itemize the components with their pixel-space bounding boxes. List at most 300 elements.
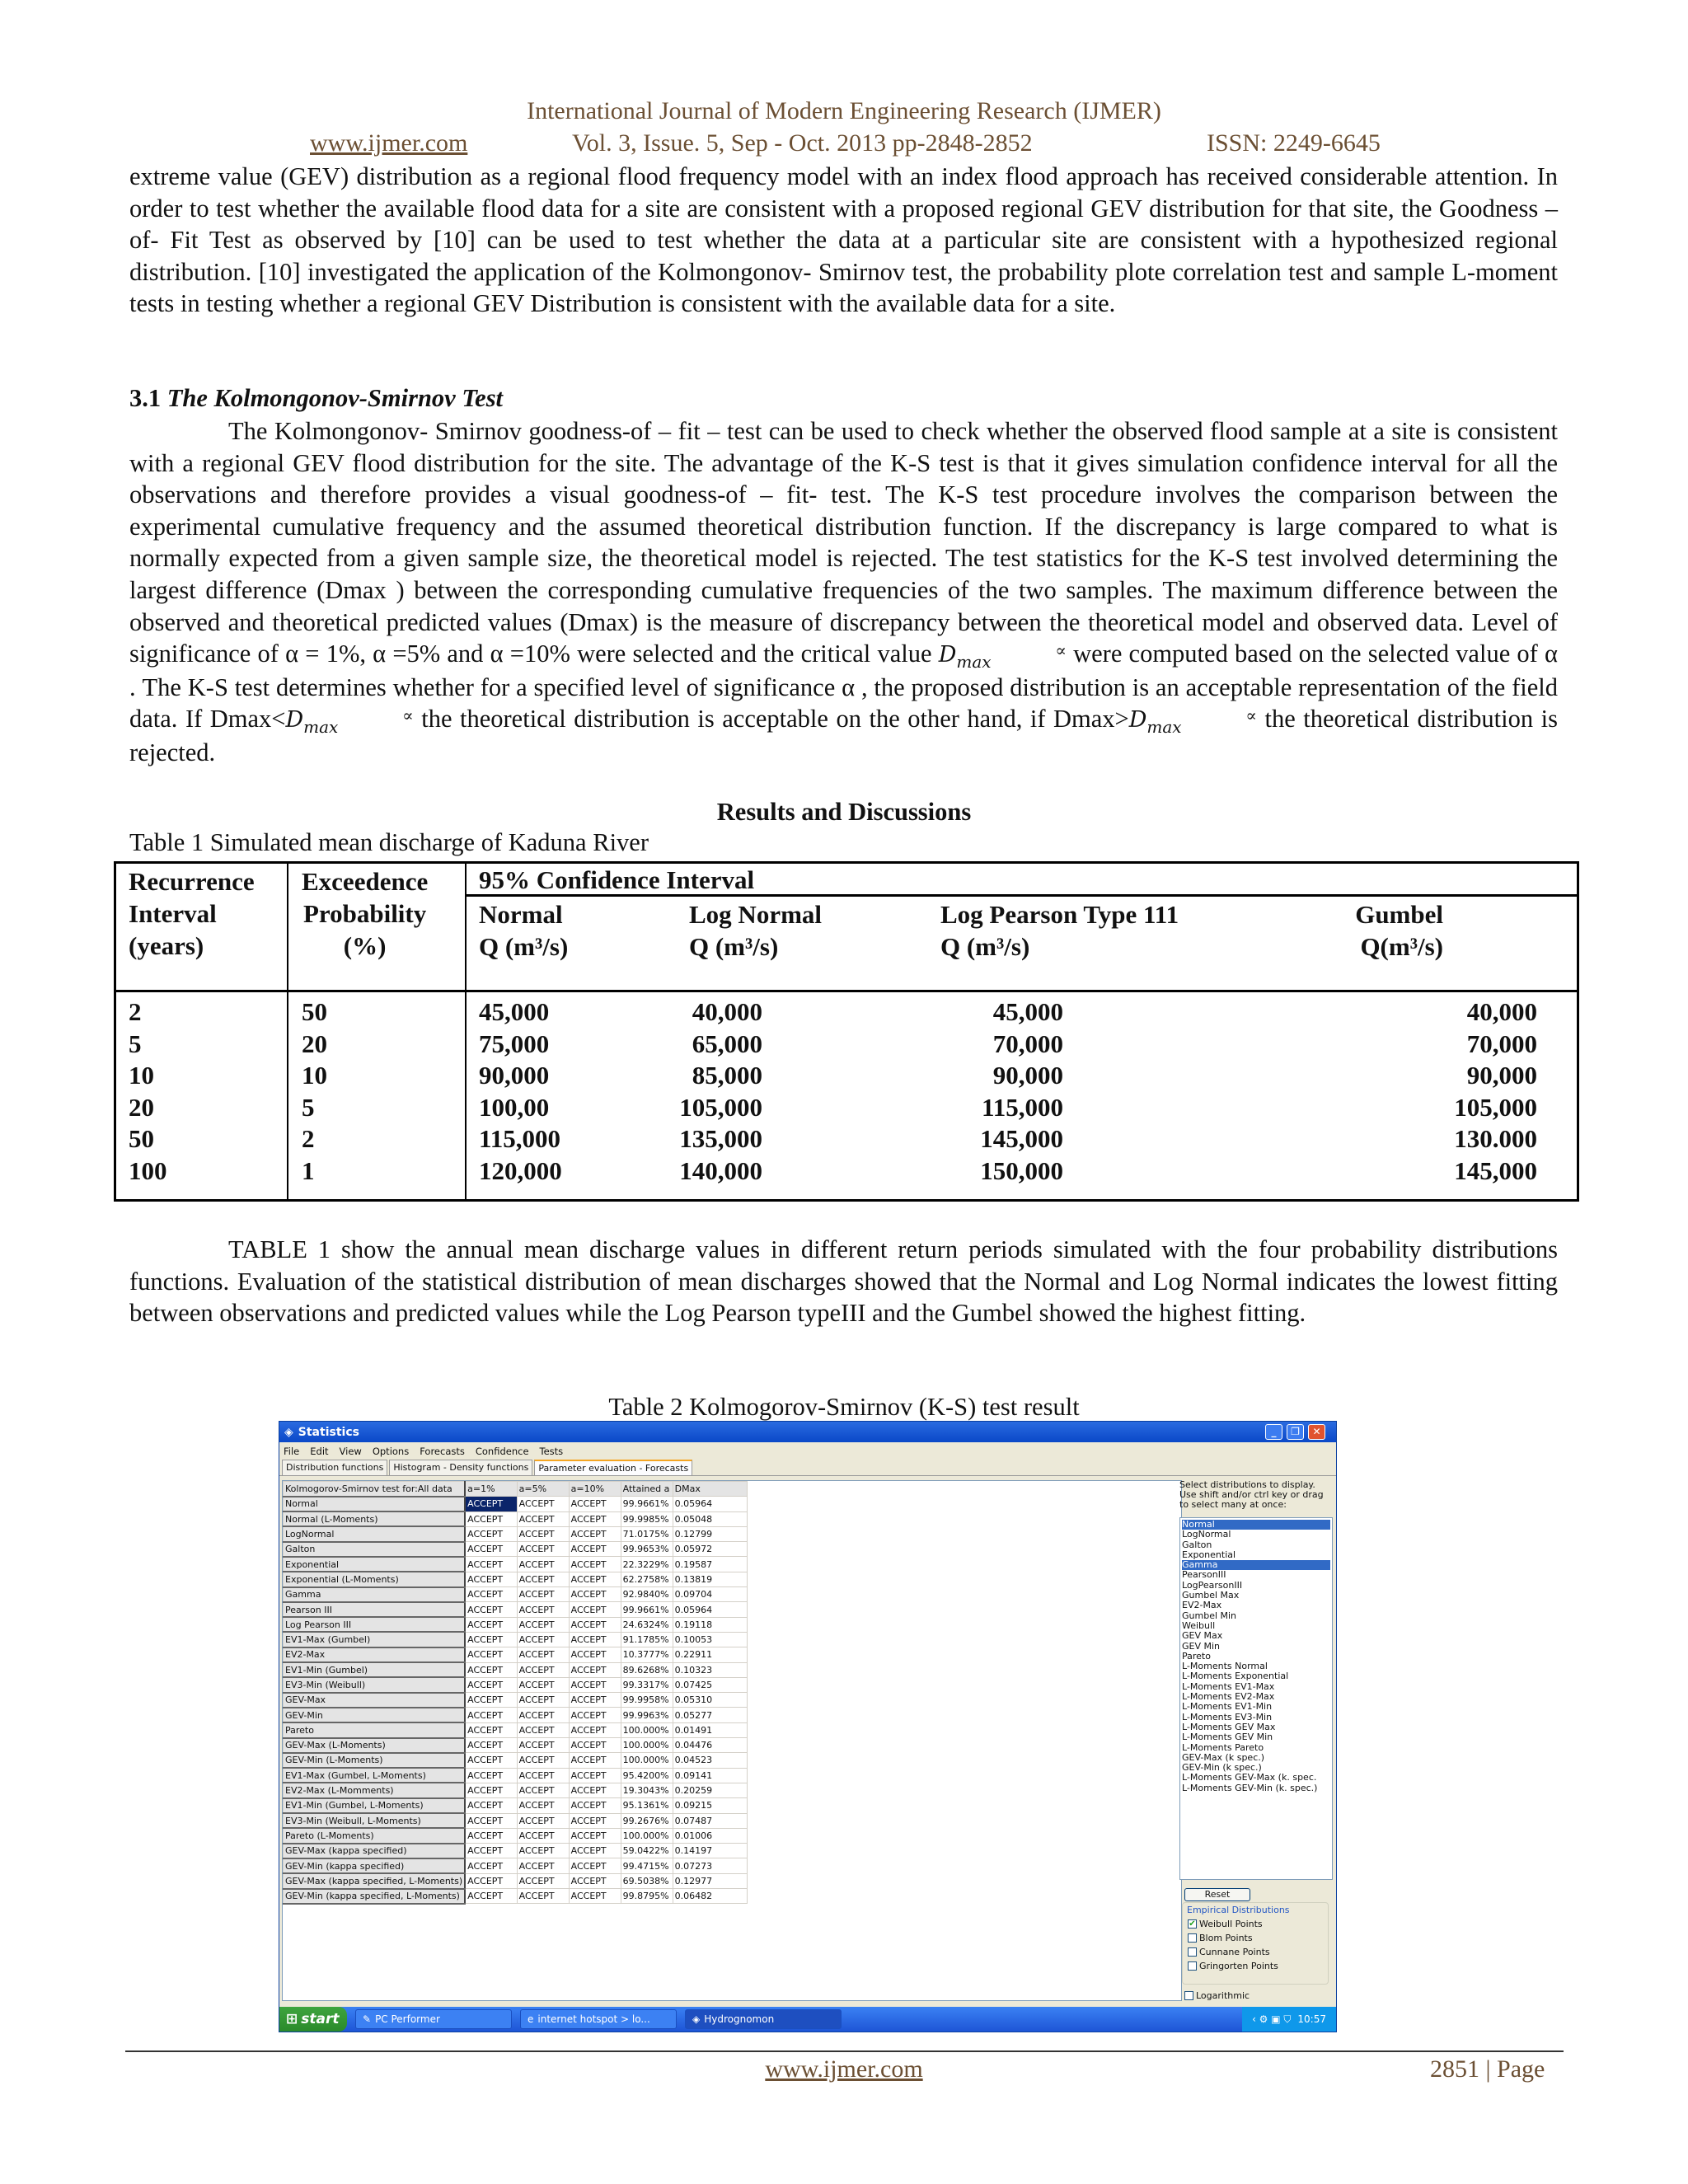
grid-cell[interactable]: ACCEPT	[465, 1602, 517, 1617]
list-item[interactable]: L-Moments Normal	[1182, 1661, 1268, 1672]
grid-cell[interactable]: 100.000%	[621, 1722, 673, 1737]
list-item[interactable]: GEV-Min (k spec.)	[1182, 1762, 1262, 1774]
grid-cell[interactable]: ACCEPT	[569, 1542, 621, 1557]
start-button[interactable]: ⊞ start	[279, 2007, 347, 2032]
grid-cell[interactable]: ACCEPT	[569, 1753, 621, 1768]
row-header: Exponential	[284, 1557, 466, 1572]
distribution-panel	[1179, 1479, 1336, 2001]
table-row	[284, 1753, 748, 1768]
menu-item-forecasts[interactable]: Forecasts	[420, 1445, 465, 1457]
grid-cell[interactable]: 0.09141	[673, 1768, 747, 1783]
grid-cell[interactable]: ACCEPT	[569, 1738, 621, 1753]
list-item[interactable]: GEV-Max (k spec.)	[1182, 1751, 1265, 1763]
list-item[interactable]: Gumbel Max	[1182, 1590, 1240, 1601]
row-header: EV1-Min (Gumbel)	[284, 1662, 466, 1677]
table-row	[284, 1511, 748, 1526]
grid-cell[interactable]: ACCEPT	[517, 1602, 569, 1617]
table-row	[284, 1783, 748, 1797]
list-item[interactable]: Gumbel Min	[1182, 1610, 1237, 1621]
table-row	[284, 1813, 748, 1828]
grid-cell[interactable]: 91.1785%	[621, 1632, 673, 1647]
grid-cell[interactable]: 0.10053	[673, 1632, 747, 1647]
reset-button[interactable]: Reset	[1184, 1888, 1250, 1901]
grid-cell[interactable]: 22.3229%	[621, 1557, 673, 1572]
list-item[interactable]: L-Moments EV3-Min	[1182, 1711, 1273, 1722]
table-cell: 135,000	[679, 1124, 762, 1153]
grid-cell[interactable]: 100.000%	[621, 1738, 673, 1753]
grid-cell[interactable]: 0.12799	[673, 1526, 747, 1541]
grid-cell[interactable]: 95.1361%	[621, 1798, 673, 1813]
checkbox-gringorten-points[interactable]	[1188, 1959, 1278, 1973]
list-item[interactable]: Gamma	[1182, 1560, 1330, 1570]
grid-cell[interactable]: 0.04476	[673, 1738, 747, 1753]
grid-cell[interactable]: 10.3777%	[621, 1647, 673, 1662]
table-cell: 150,000	[980, 1155, 1063, 1185]
grid-cell[interactable]: ACCEPT	[465, 1542, 517, 1557]
critical-value-math: D ∝ max	[1128, 705, 1257, 737]
grid-cell[interactable]: 0.07425	[673, 1677, 747, 1692]
row-header: Pareto (L-Moments)	[284, 1828, 466, 1843]
ks-paragraph: The Kolmongonov- Smirnov goodness-of – fit – test can be used to check whether the observed flood sample at a site is consistent with a regional GEV flood distribution for the site. The advantage of the K-S test is that it gives simulation confidence interval for all the observations and therefore provides a visual goodness-of – fit- test. The K-S test procedure involves the comparison between the experimental cumulative frequency and the assumed theoretical distribution function. If the discrepancy is large compared to what is normally expected from a given sample size, the theoretical model is rejected. The test statistics for the K-S test involved determining the largest difference (Dmax ) between the corresponding cumulative frequencies of the two samples. The maximum difference between the observed and theoretical predicted values (Dmax) is the measure of discrepancy between the theoretical model and observed data. Level of significance of α = 1%, α =5% and α =10% were selected and the critical value D ∝ max were computed based on the selected value of α . The K-S test determines whether for a specified level of significance α , the proposed distribution is an acceptable representation of the field data. If Dmax<D ∝ max the theoretical distribution is acceptable on the other hand, if Dmax>D ∝ max the theoretical distribution is rejected.	[129, 417, 1558, 766]
checkbox-box[interactable]: ✔	[1189, 1919, 1196, 1929]
column-header	[479, 898, 568, 963]
grid-cell[interactable]: ACCEPT	[517, 1828, 569, 1843]
grid-cell[interactable]: 99.9653%	[621, 1542, 673, 1557]
row-header: Gamma	[284, 1587, 466, 1602]
empirical-distributions-group: Empirical Distributions ✔ Weibull Points Blom Points Cunnane Points Gringorten Points	[1182, 1902, 1329, 1985]
grid-cell[interactable]: ACCEPT	[569, 1708, 621, 1722]
grid-cell[interactable]: ACCEPT	[569, 1497, 621, 1511]
table-cell: 90,000	[479, 1061, 550, 1090]
grid-cell[interactable]: ACCEPT	[465, 1632, 517, 1647]
grid-cell[interactable]: ACCEPT	[569, 1632, 621, 1647]
grid-cell[interactable]: ACCEPT	[569, 1828, 621, 1843]
grid-cell[interactable]: ACCEPT	[569, 1798, 621, 1813]
table-cell: 115,000	[981, 1092, 1063, 1122]
grid-cell[interactable]: ACCEPT	[465, 1873, 517, 1888]
title-bar: ◈ Statistics _ ❐ ✕	[279, 1422, 1336, 1442]
row-header: Pearson III	[284, 1602, 466, 1617]
tab-2[interactable]: Parameter evaluation - Forecasts	[534, 1460, 692, 1475]
app-icon: ✎	[363, 2013, 372, 2025]
menu-item-tests[interactable]: Tests	[539, 1445, 564, 1457]
grid-cell[interactable]: ACCEPT	[465, 1844, 517, 1858]
grid-cell[interactable]: 59.0422%	[621, 1844, 673, 1858]
column-header	[1278, 898, 1443, 963]
grid-cell[interactable]: ACCEPT	[517, 1873, 569, 1888]
table-cell: 145,000	[980, 1124, 1063, 1153]
table-row	[284, 1632, 748, 1647]
row-header: EV3-Min (Weibull, L-Moments)	[284, 1813, 466, 1828]
table-cell: 40,000	[692, 997, 762, 1026]
checkbox-weibull-points[interactable]	[1188, 1917, 1278, 1931]
column-name: Log Normal	[689, 900, 823, 929]
table-row	[284, 1858, 748, 1873]
grid-cell[interactable]: ACCEPT	[569, 1572, 621, 1586]
page-number: 2851 | Page	[1430, 2055, 1545, 2083]
menu-item-options[interactable]: Options	[372, 1445, 410, 1457]
grid-cell[interactable]: 0.07273	[673, 1858, 747, 1873]
tray-icons[interactable]: ‹ ⚙ ▣ ⛉	[1252, 2013, 1292, 2025]
row-header: Galton	[284, 1542, 466, 1557]
grid-cell[interactable]: ACCEPT	[569, 1647, 621, 1662]
grid-cell[interactable]: ACCEPT	[569, 1722, 621, 1737]
grid-cell[interactable]: 99.8795%	[621, 1889, 673, 1904]
list-item[interactable]: Weibull	[1182, 1619, 1216, 1631]
list-item[interactable]: EV2-Max	[1182, 1600, 1222, 1611]
grid-column-header: a=5%	[517, 1482, 569, 1497]
grid-cell[interactable]: ACCEPT	[465, 1572, 517, 1586]
grid-cell[interactable]: 0.19118	[673, 1617, 747, 1632]
menu-item-view[interactable]: View	[339, 1445, 362, 1457]
app-icon: ◈	[692, 2013, 701, 2025]
grid-cell[interactable]: ACCEPT	[517, 1693, 569, 1708]
results-heading: Results and Discussions	[716, 798, 972, 826]
grid-cell[interactable]: 0.05310	[673, 1693, 747, 1708]
list-item[interactable]: LogPearsonIII	[1182, 1579, 1243, 1591]
grid-cell[interactable]: 0.10323	[673, 1662, 747, 1677]
grid-cell[interactable]: ACCEPT	[517, 1722, 569, 1737]
grid-cell[interactable]: 0.14197	[673, 1844, 747, 1858]
list-item[interactable]: GEV Max	[1182, 1630, 1223, 1642]
journal-title: International Journal of Modern Engineering Research (IJMER)	[527, 97, 1161, 124]
list-item[interactable]: L-Moments EV2-Max	[1182, 1691, 1275, 1703]
grid-cell[interactable]: ACCEPT	[517, 1497, 569, 1511]
grid-cell[interactable]: ACCEPT	[517, 1542, 569, 1557]
tab-0[interactable]: Distribution functions	[282, 1460, 387, 1475]
table-row	[284, 1768, 748, 1783]
menu-item-file[interactable]: File	[284, 1445, 300, 1457]
table-cell: 70,000	[1466, 1029, 1537, 1058]
distribution-listbox[interactable]	[1179, 1517, 1333, 1880]
grid-cell[interactable]: ACCEPT	[465, 1662, 517, 1677]
grid-cell[interactable]: ACCEPT	[569, 1813, 621, 1828]
column-name: Normal	[479, 900, 563, 929]
grid-cell[interactable]: ACCEPT	[465, 1889, 517, 1904]
table1-caption: Table 1 Simulated mean discharge of Kaduna River	[129, 828, 649, 856]
grid-cell[interactable]: ACCEPT	[517, 1677, 569, 1692]
row-header: GEV-Min (kappa specified)	[284, 1858, 466, 1873]
menu-item-confidence[interactable]: Confidence	[475, 1445, 529, 1457]
list-item[interactable]: Pareto	[1182, 1650, 1211, 1661]
grid-cell[interactable]: 95.4200%	[621, 1768, 673, 1783]
grid-cell[interactable]: ACCEPT	[465, 1511, 517, 1526]
grid-cell[interactable]: ACCEPT	[569, 1587, 621, 1602]
grid-cell[interactable]: 0.05277	[673, 1708, 747, 1722]
grid-cell[interactable]: ACCEPT	[517, 1617, 569, 1632]
system-tray	[1242, 2007, 1336, 2032]
checkbox-box[interactable]	[1188, 1933, 1197, 1943]
grid-cell[interactable]: ACCEPT	[517, 1889, 569, 1904]
table-cell: 130.000	[1454, 1124, 1537, 1153]
grid-cell[interactable]: ACCEPT	[517, 1557, 569, 1572]
grid-cell[interactable]: 0.12977	[673, 1873, 747, 1888]
list-item[interactable]: L-Moments EV1-Max	[1182, 1680, 1275, 1692]
table-cell: 75,000	[479, 1029, 550, 1058]
table-cell: 1	[302, 1155, 315, 1185]
grid-cell[interactable]: 100.000%	[621, 1828, 673, 1843]
grid-cell[interactable]: ACCEPT	[517, 1768, 569, 1783]
list-item[interactable]: L-Moments GEV Min	[1182, 1732, 1273, 1743]
taskbar	[279, 2007, 1336, 2032]
list-item[interactable]: LogNormal	[1182, 1529, 1231, 1540]
column-unit: Q(m³/s)	[1360, 932, 1443, 961]
grid-cell[interactable]: ACCEPT	[465, 1783, 517, 1797]
section-heading: 3.1 The Kolmongonov-Smirnov Test	[129, 384, 504, 412]
grid-cell[interactable]: 100.000%	[621, 1753, 673, 1768]
grid-cell[interactable]: ACCEPT	[569, 1889, 621, 1904]
menu-item-edit[interactable]: Edit	[310, 1445, 329, 1457]
grid-cell[interactable]: 0.01491	[673, 1722, 747, 1737]
list-item[interactable]: Normal	[1182, 1520, 1330, 1530]
grid-cell[interactable]: 99.4715%	[621, 1858, 673, 1873]
statistics-window	[279, 1421, 1337, 2032]
grid-cell[interactable]: 99.9661%	[621, 1602, 673, 1617]
table-row	[284, 1722, 748, 1737]
grid-cell[interactable]: ACCEPT	[465, 1497, 517, 1511]
grid-cell[interactable]: 92.9840%	[621, 1587, 673, 1602]
table-cell: 120,000	[479, 1155, 562, 1185]
row-header: GEV-Max	[284, 1693, 466, 1708]
grid-cell[interactable]: ACCEPT	[465, 1526, 517, 1541]
minimize-button[interactable]: _	[1265, 1424, 1282, 1440]
table-row	[284, 1738, 748, 1753]
row-header: GEV-Min (L-Moments)	[284, 1753, 466, 1768]
grid-cell[interactable]: ACCEPT	[517, 1572, 569, 1586]
checkbox-box[interactable]	[1188, 1947, 1197, 1957]
grid-cell[interactable]: 99.9661%	[621, 1497, 673, 1511]
table-cell: 70,000	[992, 1029, 1063, 1058]
row-header: EV2-Max (L-Momments)	[284, 1783, 466, 1797]
row-header: Pareto	[284, 1722, 466, 1737]
table-cell: 140,000	[679, 1155, 762, 1185]
grid-cell[interactable]: 99.3317%	[621, 1677, 673, 1692]
grid-cell[interactable]: 99.9963%	[621, 1708, 673, 1722]
footer-url-link[interactable]: www.ijmer.com	[765, 2055, 923, 2083]
table-row	[284, 1798, 748, 1813]
grid-cell[interactable]: ACCEPT	[465, 1738, 517, 1753]
grid-cell[interactable]: ACCEPT	[517, 1587, 569, 1602]
grid-cell[interactable]: 99.9985%	[621, 1511, 673, 1526]
table-cell: 2	[129, 997, 142, 1026]
issn: ISSN: 2249-6645	[1207, 129, 1381, 157]
grid-cell[interactable]: ACCEPT	[517, 1753, 569, 1768]
table-cell: 2	[302, 1124, 315, 1153]
row-header: LogNormal	[284, 1526, 466, 1541]
list-item[interactable]: L-Moments GEV Max	[1182, 1721, 1276, 1732]
table-cell: 90,000	[992, 1061, 1063, 1090]
grid-cell[interactable]: ACCEPT	[465, 1813, 517, 1828]
grid-cell[interactable]: 0.05048	[673, 1511, 747, 1526]
grid-cell[interactable]: ACCEPT	[569, 1873, 621, 1888]
grid-cell[interactable]: ACCEPT	[465, 1753, 517, 1768]
grid-cell[interactable]: ACCEPT	[465, 1708, 517, 1722]
grid-cell[interactable]: ACCEPT	[569, 1617, 621, 1632]
table-row	[284, 1873, 748, 1888]
table-cell: 100	[129, 1155, 167, 1185]
grid-cell[interactable]: 0.09704	[673, 1587, 747, 1602]
table-cell: 115,000	[479, 1124, 561, 1153]
table-row	[284, 1677, 748, 1692]
row-header: EV1-Min (Gumbel, L-Moments)	[284, 1798, 466, 1813]
checkbox-blom-points[interactable]	[1188, 1931, 1278, 1945]
grid-cell[interactable]: ACCEPT	[517, 1647, 569, 1662]
taskbar-item-hydrognomon[interactable]: ◈ Hydrognomon	[685, 2009, 842, 2029]
list-item[interactable]: PearsonIII	[1182, 1569, 1226, 1581]
row-header: Normal (L-Moments)	[284, 1511, 466, 1526]
header-confidence-interval: 95% Confidence Interval	[479, 865, 755, 894]
grid-cell[interactable]: ACCEPT	[569, 1677, 621, 1692]
column-unit: Q (m³/s)	[689, 932, 779, 961]
journal-url-link[interactable]: www.ijmer.com	[310, 129, 468, 157]
menu-bar	[279, 1442, 1336, 1460]
app-icon: ◈	[284, 1425, 293, 1439]
taskbar-item-pc-performer[interactable]: ✎ PC Performer	[355, 2009, 512, 2029]
checkbox-label: Cunnane Points	[1199, 1947, 1270, 1957]
table-cell: 10	[129, 1061, 154, 1090]
grid-cell[interactable]: ACCEPT	[465, 1557, 517, 1572]
taskbar-item-internet[interactable]: e internet hotspot > lo...	[520, 2009, 677, 2029]
column-unit: Q (m³/s)	[479, 932, 569, 961]
tab-1[interactable]: Histogram - Density functions	[389, 1460, 532, 1475]
grid-cell[interactable]: ACCEPT	[517, 1662, 569, 1677]
logarithmic-checkbox[interactable]: Logarithmic	[1184, 1989, 1250, 2003]
grid-cell[interactable]: 99.2676%	[621, 1813, 673, 1828]
column-header	[689, 898, 822, 963]
grid-cell[interactable]: 0.13819	[673, 1572, 747, 1586]
grid-column-header: Attained a	[621, 1482, 673, 1497]
grid-cell[interactable]: 24.6324%	[621, 1617, 673, 1632]
list-item[interactable]: L-Moments Exponential	[1182, 1671, 1289, 1682]
row-header: GEV-Max (kappa specified, L-Moments)	[284, 1873, 466, 1888]
checkbox-label: Gringorten Points	[1199, 1961, 1278, 1971]
grid-cell[interactable]: ACCEPT	[465, 1798, 517, 1813]
intro-paragraph: extreme value (GEV) distribution as a regional flood frequency model with an index flood approach has received considerable attention. In order to test whether the available flood data for a site are consistent with a proposed regional GEV distribution for that site, the Goodness – of- Fit Test as observed by [10] can be used to test whether the data at a particular site are consistent with a hypothesized regional distribution. [10] investigated the application of the Kolmongonov- Smirnov test, the probability plote correlation test and sample L-moment tests in testing whether a regional GEV Distribution is consistent with the available data for a site.	[129, 162, 1558, 318]
header-recurrence: Recurrence Interval (years)	[129, 867, 255, 960]
checkbox-box[interactable]	[1188, 1961, 1197, 1971]
table-row	[284, 1662, 748, 1677]
grid-cell[interactable]: ACCEPT	[465, 1587, 517, 1602]
table-row	[284, 1647, 748, 1662]
grid-cell[interactable]: ACCEPT	[465, 1693, 517, 1708]
table-row	[284, 1889, 748, 1904]
list-item[interactable]: Galton	[1182, 1539, 1212, 1550]
grid-cell[interactable]: ACCEPT	[517, 1526, 569, 1541]
grid-cell[interactable]: 0.04523	[673, 1753, 747, 1768]
grid-cell[interactable]: 62.2758%	[621, 1572, 673, 1586]
grid-cell[interactable]: ACCEPT	[569, 1662, 621, 1677]
table-row	[284, 1693, 748, 1708]
grid-cell[interactable]: ACCEPT	[517, 1844, 569, 1858]
grid-column-header: a=10%	[569, 1482, 621, 1497]
critical-value-math: D ∝ max	[938, 640, 1067, 672]
list-item[interactable]: GEV Min	[1182, 1640, 1221, 1652]
grid-cell[interactable]: ACCEPT	[569, 1783, 621, 1797]
grid-cell[interactable]: 0.05972	[673, 1542, 747, 1557]
grid-cell[interactable]: ACCEPT	[517, 1708, 569, 1722]
grid-cell[interactable]: 99.9958%	[621, 1693, 673, 1708]
tab-bar	[279, 1460, 1336, 1476]
list-item[interactable]: L-Moments GEV-Min (k. spec.)	[1182, 1782, 1318, 1793]
grid-cell[interactable]: 71.0175%	[621, 1526, 673, 1541]
grid-cell[interactable]: ACCEPT	[569, 1602, 621, 1617]
grid-cell[interactable]: 0.05964	[673, 1497, 747, 1511]
list-item[interactable]: Exponential	[1182, 1549, 1236, 1560]
row-header: EV1-Max (Gumbel)	[284, 1632, 466, 1647]
table-row	[284, 1526, 748, 1541]
grid-cell[interactable]: ACCEPT	[517, 1783, 569, 1797]
grid-cell[interactable]: 0.09215	[673, 1798, 747, 1813]
grid-cell[interactable]: 0.20259	[673, 1783, 747, 1797]
grid-cell[interactable]: ACCEPT	[465, 1677, 517, 1692]
table-cell: 90,000	[1466, 1061, 1537, 1090]
side-instructions: Select distributions to display. Use shift and/or ctrl key or drag to select many at once:	[1179, 1479, 1324, 1510]
grid-cell[interactable]: ACCEPT	[569, 1557, 621, 1572]
list-item[interactable]: L-Moments GEV-Max (k. spec.	[1182, 1772, 1317, 1783]
checkbox-cunnane-points[interactable]	[1188, 1945, 1278, 1959]
table-cell: 5	[302, 1092, 315, 1122]
grid-cell[interactable]: ACCEPT	[465, 1722, 517, 1737]
grid-cell[interactable]: ACCEPT	[465, 1858, 517, 1873]
grid-cell[interactable]: ACCEPT	[465, 1647, 517, 1662]
table-cell: 100,00	[479, 1092, 550, 1122]
grid-cell[interactable]: 89.6268%	[621, 1662, 673, 1677]
grid-cell[interactable]: 0.06482	[673, 1889, 747, 1904]
grid-cell[interactable]: ACCEPT	[569, 1858, 621, 1873]
ks-results-grid	[282, 1480, 1182, 2001]
list-item[interactable]: L-Moments Pareto	[1182, 1741, 1264, 1753]
table-row	[284, 1587, 748, 1602]
table-cell: 65,000	[692, 1029, 762, 1058]
column-header	[940, 898, 1179, 963]
grid-cell[interactable]: ACCEPT	[517, 1798, 569, 1813]
internet-explorer-icon: e	[528, 2013, 534, 2025]
grid-cell[interactable]: ACCEPT	[465, 1768, 517, 1783]
table-cell: 50	[302, 997, 327, 1026]
grid-cell[interactable]: 0.07487	[673, 1813, 747, 1828]
grid-cell[interactable]: ACCEPT	[465, 1617, 517, 1632]
volume-info: Vol. 3, Issue. 5, Sep - Oct. 2013 pp-2848-2852	[572, 129, 1033, 157]
grid-cell[interactable]: ACCEPT	[517, 1738, 569, 1753]
grid-cell[interactable]: ACCEPT	[569, 1693, 621, 1708]
grid-cell[interactable]: ACCEPT	[465, 1828, 517, 1843]
table-row	[284, 1844, 748, 1858]
grid-cell[interactable]: ACCEPT	[569, 1844, 621, 1858]
row-header: EV3-Min (Weibull)	[284, 1677, 466, 1692]
grid-cell[interactable]: 0.05964	[673, 1602, 747, 1617]
row-header: GEV-Min (kappa specified, L-Moments)	[284, 1889, 466, 1904]
grid-cell[interactable]: ACCEPT	[569, 1768, 621, 1783]
grid-cell[interactable]: ACCEPT	[517, 1511, 569, 1526]
grid-cell[interactable]: ACCEPT	[517, 1813, 569, 1828]
table-row	[284, 1602, 748, 1617]
close-button[interactable]: ✕	[1308, 1424, 1325, 1440]
list-item[interactable]: L-Moments EV1-Min	[1182, 1701, 1273, 1713]
row-header: GEV-Min	[284, 1708, 466, 1722]
grid-cell[interactable]: 19.3043%	[621, 1783, 673, 1797]
grid-cell[interactable]: ACCEPT	[517, 1858, 569, 1873]
grid-cell[interactable]: 0.01006	[673, 1828, 747, 1843]
grid-cell[interactable]: 0.22911	[673, 1647, 747, 1662]
grid-cell[interactable]: 0.19587	[673, 1557, 747, 1572]
critical-value-math: D ∝ max	[285, 705, 414, 737]
restore-button[interactable]: ❐	[1287, 1424, 1304, 1440]
grid-cell[interactable]: ACCEPT	[517, 1632, 569, 1647]
grid-cell[interactable]: ACCEPT	[569, 1526, 621, 1541]
grid-cell[interactable]: 69.5038%	[621, 1873, 673, 1888]
grid-cell[interactable]: ACCEPT	[569, 1511, 621, 1526]
row-header: GEV-Max (L-Moments)	[284, 1738, 466, 1753]
